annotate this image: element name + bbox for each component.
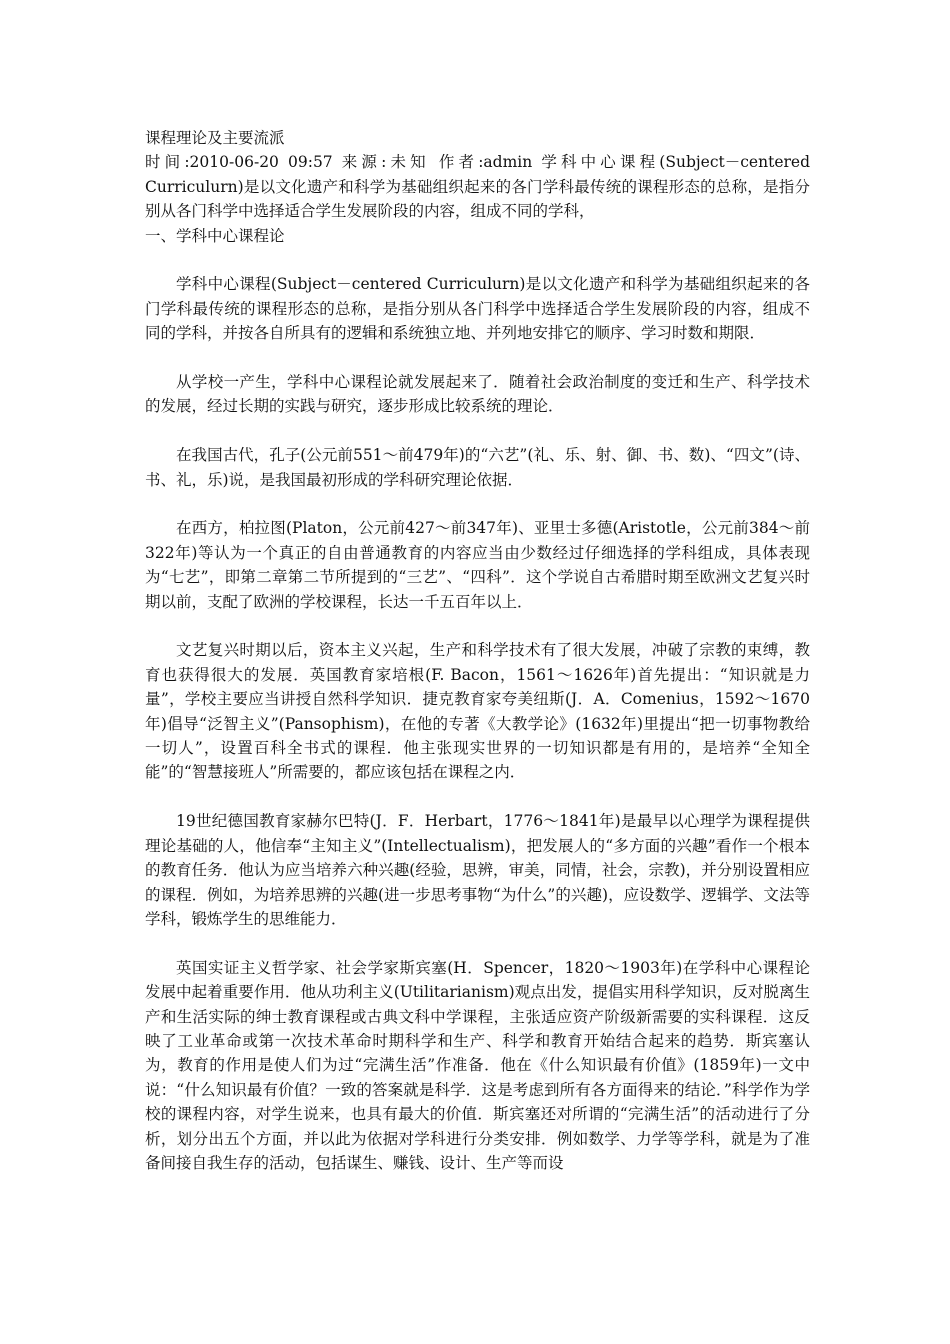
doc-meta-line: 时间:2010-06-20 09:57 来源:未知 作者:admin 学科中心课程(Subject－centered Curriculurn)是以文化遗产和科学为基础组织起来的各门学科最传统的课程形态的总称，是指分别从各门科学中选择适合学生发展阶段的内容，组成不同的学科， — [145, 153, 810, 221]
paragraph-5: 文艺复兴时期以后，资本主义兴起，生产和科学技术有了很大发展，冲破了宗教的束缚，教育也获得很大的发展．英国教育家培根(F. Bacon，1561～1626年)首先提出：“知识就是力量”，学校主要应当讲授自然科学知识．捷克教育家夸美纽斯(J．A．Comenius，1592～1670年)倡导“泛智主义”(Pansophism)，在他的专著《大教学论》(1632年)里提出“把一切事物教给一切人”，设置百科全书式的课程．他主张现实世界的一切知识都是有用的，是培养“全知全能”的“智慧接班人”所需要的，都应该包括在课程之内． — [145, 641, 810, 782]
document-page — [145, 126, 810, 1175]
paragraph-3: 在我国古代，孔子(公元前551～前479年)的“六艺”(礼、乐、射、御、书、数)、“四文”(诗、书、礼，乐)说，是我国最初形成的学科研究理论依据． — [145, 446, 810, 489]
paragraph-7: 英国实证主义哲学家、社会学家斯宾塞(H．Spencer，1820～1903年)在学科中心课程论发展中起着重要作用．他从功利主义(Utilitarianism)观点出发，提倡实用科学知识，反对脱离生产和生活实际的绅士教育课程或古典文科中学课程，主张适应资产阶级新需要的实科课程．这反映了工业革命或第一次技术革命时期科学和生产、科学和教育开始结合起来的趋势．斯宾塞认为，教育的作用是使人们为过“完满生活”作准备．他在《什么知识最有价值》(1859年)一文中说：“什么知识最有价值？一致的答案就是科学．这是考虑到所有各方面得来的结论．”科学作为学校的课程内容，对学生说来，也具有最大的价值．斯宾塞还对所谓的“完满生活”的活动进行了分析，划分出五个方面，并以此为依据对学科进行分类安排．例如数学、力学等学科，就是为了准备间接自我生存的活动，包括谋生、赚钱、设计、生产等而设 — [145, 958, 810, 1172]
paragraph-1: 学科中心课程(Subject－centered Curriculurn)是以文化遗产和科学为基础组织起来的各门学科最传统的课程形态的总称，是指分别从各门科学中选择适合学生发展阶段的内容，组成不同的学科，并按各自所具有的逻辑和系统独立地、并列地安排它的顺序、学习时数和期限． — [145, 275, 810, 343]
paragraph-4: 在西方，柏拉图(Platon，公元前427～前347年)、亚里士多德(Aristotle，公元前384～前322年)等认为一个真正的自由普通教育的内容应当由少数经过仔细选择的学科组成，具体表现为“七艺”，即第二章第二节所提到的“三艺”、“四科”．这个学说自古希腊时期至欧洲文艺复兴时期以前，支配了欧洲的学校课程，长达一千五百年以上． — [145, 519, 810, 611]
doc-title: 课程理论及主要流派 — [145, 129, 285, 147]
paragraph-6: 19世纪德国教育家赫尔巴特(J．F．Herbart，1776～1841年)是最早以心理学为课程提供理论基础的人，他信奉“主知主义”(Intellectualism)，把发展人的“多方面的兴趣”看作一个根本的教育任务．他认为应当培养六种兴趣(经验，思辨，审美，同情，社会，宗教)，并分别设置相应的课程．例如，为培养思辨的兴趣(进一步思考事物“为什么”的兴趣)，应设数学、逻辑学、文法等学科，锻炼学生的思维能力． — [145, 812, 810, 928]
section-heading: 一、学科中心课程论 — [145, 226, 285, 245]
paragraph-2: 从学校一产生，学科中心课程论就发展起来了．随着社会政治制度的变迁和生产、科学技术的发展，经过长期的实践与研究，逐步形成比较系统的理论． — [145, 373, 810, 416]
